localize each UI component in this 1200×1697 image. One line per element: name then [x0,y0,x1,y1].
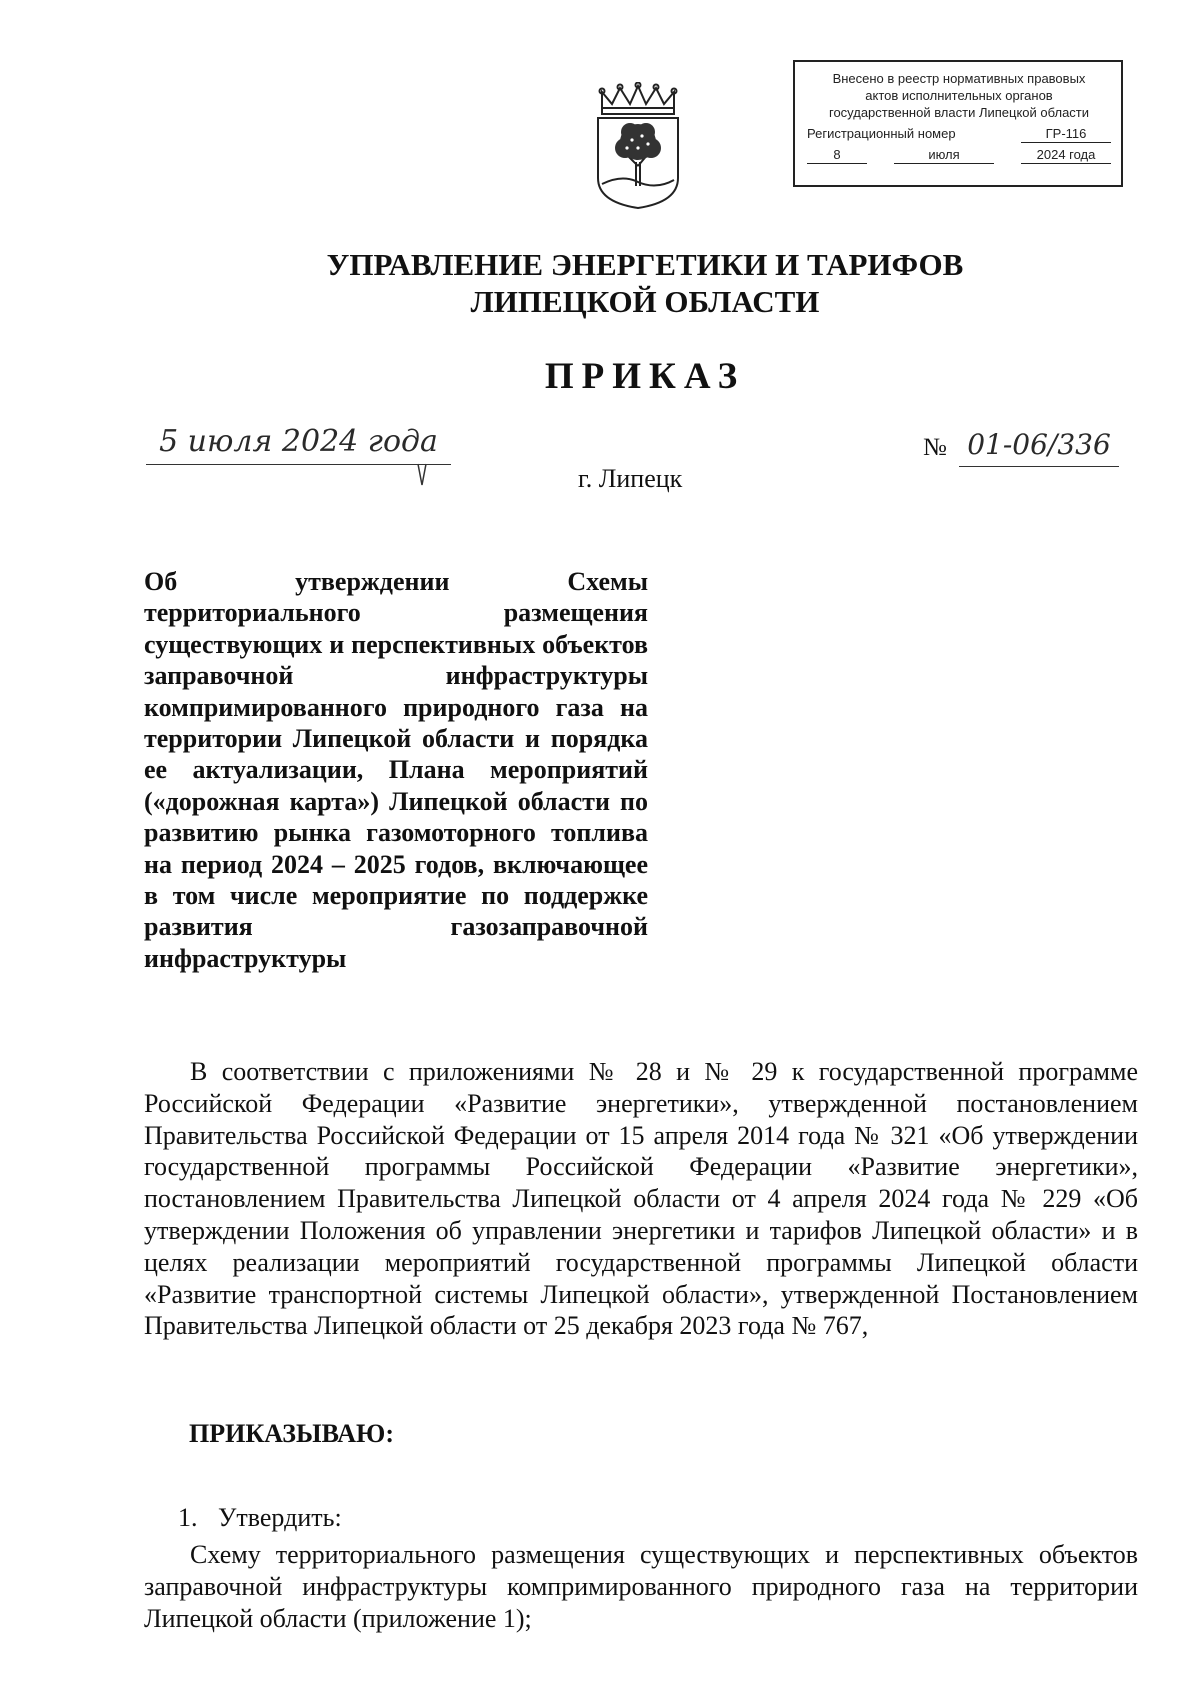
stamp-month: июля [894,146,994,164]
city-label: г. Липецк [578,464,683,493]
order-number [923,428,1123,468]
stamp-day: 8 [807,146,867,164]
stamp-date-row [807,146,1111,164]
coat-of-arms-icon [588,82,688,212]
document-type-title: ПРИКАЗ [544,356,746,397]
handwritten-number: 01-06/336 [959,428,1119,467]
organization-heading [200,246,1090,320]
org-line-1: УПРАВЛЕНИЕ ЭНЕРГЕТИКИ И ТАРИФОВ [326,247,964,282]
stamp-registration-row [807,125,1111,143]
stamp-line-2: актов исполнительных органов [865,88,1053,103]
stamp-line-3: государственной власти Липецкой области [828,105,1090,120]
number-sign: № [923,434,947,461]
stamp-reg-number: ГР-116 [1021,125,1111,143]
order-subject: Об утверждении Схемы территориального размещения существующих и перспективных объектов заправочной инфраструктуры компримированного природного газа на территории Липецкой области и порядка ее актуализации, Плана мероприятий («дорожная карта») Липецкой области по развитию рынка газомоторного топлива на период 2024 – 2025 годов, включающее в том числе мероприятие по поддержке развития газозаправочной инфраструктуры [144,567,648,973]
list-item-1-heading [178,1503,342,1533]
item-number: 1. [178,1503,198,1532]
list-item-1-text: Схему территориального размещения существующих и перспективных объектов заправочной инфраструктуры компримированного природного газа на территории Липецкой области (приложение 1); [144,1540,1138,1633]
handwritten-date: 5 июля 2024 года [146,424,451,465]
stamp-year: 2024 года [1021,146,1111,164]
handwritten-tick-icon [416,463,428,487]
registry-stamp [793,60,1123,187]
preamble-paragraph: В соответствии с приложениями № 28 и № 29 к государственной программе Российской Федерации «Развитие энергетики», утвержденной постановлением Правительства Российской Федерации от 15 апреля 2014 года № 321 «Об утверждении государственной программы Российской Федерации «Развитие энергетики», постановлением Правительства Липецкой области от 4 апреля 2024 года № 229 «Об утверждении Положения об управлении энергетики и тарифов Липецкой области» и в целях реализации мероприятий государственной программы Липецкой области «Развитие транспортной системы Липецкой области», утвержденной Постановлением Правительства Липецкой области от 25 декабря 2023 года № 767, [144,1057,1138,1341]
decree-heading: ПРИКАЗЫВАЮ: [189,1419,394,1448]
stamp-reg-label: Регистрационный номер [807,126,956,141]
item-title: Утвердить: [218,1503,342,1532]
stamp-line-1: Внесено в реестр нормативных правовых [832,71,1086,86]
org-line-2: ЛИПЕЦКОЙ ОБЛАСТИ [470,284,820,319]
